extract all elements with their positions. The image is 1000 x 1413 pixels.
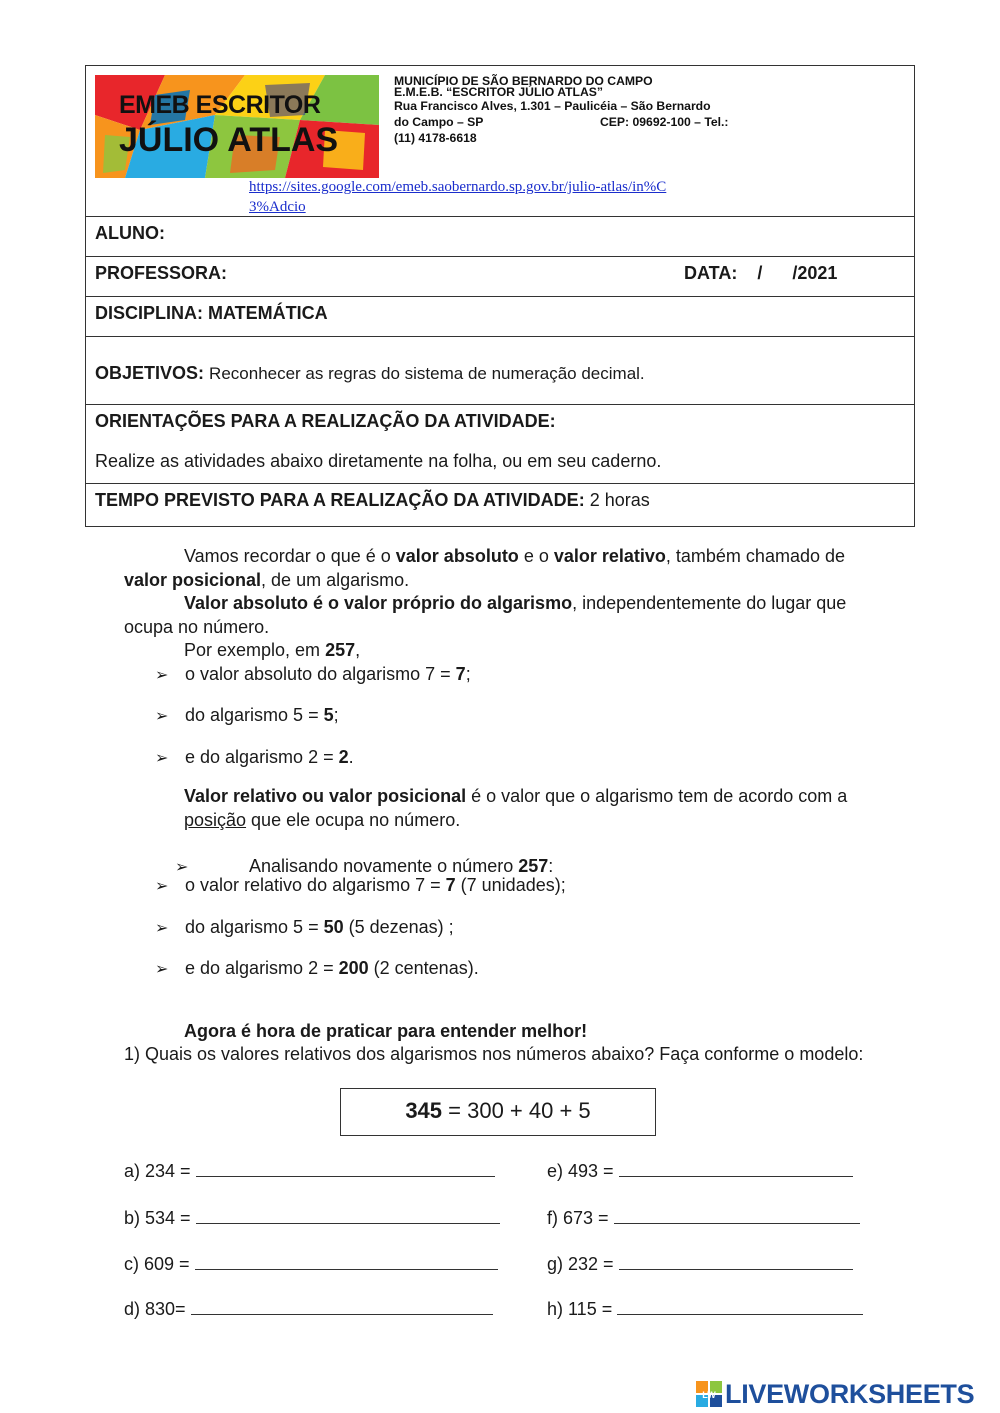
example-text: , bbox=[355, 640, 361, 660]
school-info bbox=[394, 76, 774, 146]
example-text: Por exemplo, em bbox=[184, 640, 326, 660]
list-item bbox=[155, 705, 339, 726]
item-text: : bbox=[548, 856, 554, 876]
list-item bbox=[155, 664, 471, 685]
list-item bbox=[155, 958, 479, 979]
practice-title bbox=[184, 1020, 944, 1044]
item-text: ; bbox=[465, 664, 471, 684]
item-text: . bbox=[348, 747, 354, 767]
arrow-bullet-icon: ➢ bbox=[155, 667, 169, 684]
absolute-definition-bold: Valor absoluto é o valor próprio do algarismo bbox=[184, 593, 573, 613]
relative-definition-bold: Valor relativo ou valor posicional bbox=[184, 786, 467, 806]
exercise-g bbox=[547, 1253, 853, 1275]
item-value: 200 bbox=[338, 958, 369, 978]
item-text: (2 centenas). bbox=[368, 958, 479, 978]
brand-logo-letters: LW bbox=[702, 1390, 716, 1400]
disciplina-row bbox=[86, 297, 914, 337]
example-number: 257 bbox=[325, 640, 356, 660]
exercise-label: c) 609 = bbox=[124, 1254, 190, 1274]
answer-blank[interactable] bbox=[191, 1298, 493, 1315]
answer-blank[interactable] bbox=[617, 1298, 863, 1315]
professora-row bbox=[86, 257, 914, 297]
exercise-label: g) 232 = bbox=[547, 1254, 614, 1274]
exercise-e bbox=[547, 1160, 853, 1182]
item-text: e do algarismo 2 = bbox=[185, 747, 339, 767]
list-item bbox=[155, 747, 354, 768]
answer-blank[interactable] bbox=[614, 1207, 860, 1224]
exercise-b bbox=[124, 1207, 500, 1229]
intro-text: Vamos recordar o que é o bbox=[184, 546, 396, 566]
intro-text: , também chamado de bbox=[665, 546, 846, 566]
item-value: 5 bbox=[323, 705, 334, 725]
arrow-bullet-icon: ➢ bbox=[155, 878, 169, 895]
objetivos-text: Reconhecer as regras do sistema de numeração decimal. bbox=[209, 364, 645, 383]
arrow-bullet-icon: ➢ bbox=[155, 708, 169, 725]
item-value: 50 bbox=[323, 917, 344, 937]
tempo-label: TEMPO PREVISTO PARA A REALIZAÇÃO DA ATIVIDADE: bbox=[95, 490, 585, 510]
school-name: E.M.E.B. “ESCRITOR JÚLIO ATLAS” bbox=[394, 85, 604, 99]
exercise-label: b) 534 = bbox=[124, 1208, 191, 1228]
item-text: ; bbox=[333, 705, 339, 725]
intro-text: , de um algarismo. bbox=[261, 569, 410, 590]
exercise-h bbox=[547, 1298, 863, 1320]
answer-blank[interactable] bbox=[196, 1207, 500, 1224]
intro-valor-posicional: valor posicional bbox=[124, 569, 262, 590]
absolute-definition-text: , independentemente do lugar que ocupa no número. bbox=[124, 593, 847, 637]
model-decomposition: = 300 + 40 + 5 bbox=[442, 1098, 591, 1123]
item-text: do algarismo 5 = bbox=[185, 917, 324, 937]
professora-label: PROFESSORA: bbox=[95, 263, 228, 283]
exercise-a bbox=[124, 1160, 495, 1182]
exercise-c bbox=[124, 1253, 498, 1275]
answer-blank[interactable] bbox=[619, 1253, 853, 1270]
municipality: MUNICÍPIO DE SÃO BERNARDO DO CAMPO bbox=[394, 74, 653, 88]
list-item bbox=[155, 875, 566, 896]
orientacoes-row bbox=[86, 405, 914, 484]
item-text: do algarismo 5 = bbox=[185, 705, 324, 725]
exercise-d bbox=[124, 1298, 493, 1320]
brand-name: LIVEWORKSHEETS bbox=[725, 1378, 975, 1409]
answer-blank[interactable] bbox=[195, 1253, 498, 1270]
address-city: do Campo – SP bbox=[394, 115, 484, 129]
cep: CEP: 09692-100 – Tel.: bbox=[600, 115, 729, 129]
liveworksheets-logo-icon bbox=[696, 1381, 722, 1407]
item-text: e do algarismo 2 = bbox=[185, 958, 339, 978]
list-item bbox=[155, 917, 454, 938]
example-line bbox=[124, 639, 884, 663]
school-logo bbox=[95, 75, 379, 178]
item-value: 2 bbox=[338, 747, 349, 767]
school-header bbox=[86, 66, 914, 217]
phone: (11) 4178-6618 bbox=[394, 131, 477, 145]
orientacoes-text: Realize as atividades abaixo diretamente na folha, ou em seu caderno. bbox=[95, 451, 662, 471]
disciplina-label: DISCIPLINA: MATEMÁTICA bbox=[95, 303, 328, 323]
practice-title-text: Agora é hora de praticar para entender melhor! bbox=[184, 1021, 588, 1041]
exercise-label: f) 673 = bbox=[547, 1208, 609, 1228]
logo-line-2: JÚLIO ATLAS bbox=[119, 121, 339, 159]
exercise-label: e) 493 = bbox=[547, 1161, 614, 1181]
item-text: (7 unidades); bbox=[455, 875, 566, 895]
logo-line-1: EMEB ESCRITOR bbox=[119, 91, 321, 119]
tempo-row bbox=[86, 484, 914, 526]
item-value: 257 bbox=[518, 856, 549, 876]
objetivos-label: OBJETIVOS: bbox=[95, 363, 205, 383]
exercise-label: h) 115 = bbox=[547, 1299, 613, 1319]
exercise-label: d) 830= bbox=[124, 1299, 186, 1319]
item-value: 7 bbox=[455, 664, 466, 684]
relative-definition-text: é o valor que o algarismo tem de acordo com a bbox=[466, 786, 848, 806]
intro-valor-absoluto: valor absoluto bbox=[395, 546, 519, 566]
model-example-box bbox=[340, 1088, 656, 1136]
item-text: Analisando novamente o número bbox=[205, 856, 519, 876]
arrow-bullet-icon: ➢ bbox=[155, 961, 169, 978]
model-number: 345 bbox=[405, 1098, 443, 1123]
liveworksheets-brand bbox=[696, 1378, 974, 1410]
orientacoes-label: ORIENTAÇÕES PARA A REALIZAÇÃO DA ATIVIDADE: bbox=[95, 411, 556, 431]
exercise-label: a) 234 = bbox=[124, 1161, 191, 1181]
answer-blank[interactable] bbox=[619, 1160, 853, 1177]
relative-definition-text: que ele ocupa no número. bbox=[246, 809, 461, 830]
intro-paragraph bbox=[124, 545, 884, 663]
exercise-f bbox=[547, 1207, 860, 1229]
address: Rua Francisco Alves, 1.301 – Paulicéia – São Bernardo bbox=[394, 99, 711, 113]
relative-definition bbox=[184, 785, 884, 832]
item-value: 7 bbox=[445, 875, 456, 895]
intro-valor-relativo: valor relativo bbox=[553, 546, 666, 566]
tempo-value: 2 horas bbox=[589, 490, 650, 510]
item-text: o valor absoluto do algarismo 7 = bbox=[185, 664, 456, 684]
arrow-bullet-icon: ➢ bbox=[155, 750, 169, 767]
header-table bbox=[85, 65, 915, 527]
answer-blank[interactable] bbox=[196, 1160, 495, 1177]
school-site-link[interactable]: https://sites.google.com/emeb.saobernardo.sp.gov.br/julio-atlas/in%C3%Adcio bbox=[249, 179, 667, 215]
date-label: DATA: / /2021 bbox=[684, 263, 838, 283]
item-text: o valor relativo do algarismo 7 = bbox=[185, 875, 446, 895]
arrow-bullet-icon: ➢ bbox=[175, 859, 189, 876]
aluno-row bbox=[86, 217, 914, 257]
arrow-bullet-icon: ➢ bbox=[155, 920, 169, 937]
objetivos-row bbox=[86, 337, 914, 405]
intro-text: e o bbox=[518, 546, 554, 566]
question-text: 1) Quais os valores relativos dos algarismos nos números abaixo? Faça conforme o modelo: bbox=[124, 1044, 864, 1064]
aluno-label: ALUNO: bbox=[95, 223, 165, 243]
posicao-underlined: posição bbox=[184, 809, 247, 830]
item-text: (5 dezenas) ; bbox=[343, 917, 454, 937]
